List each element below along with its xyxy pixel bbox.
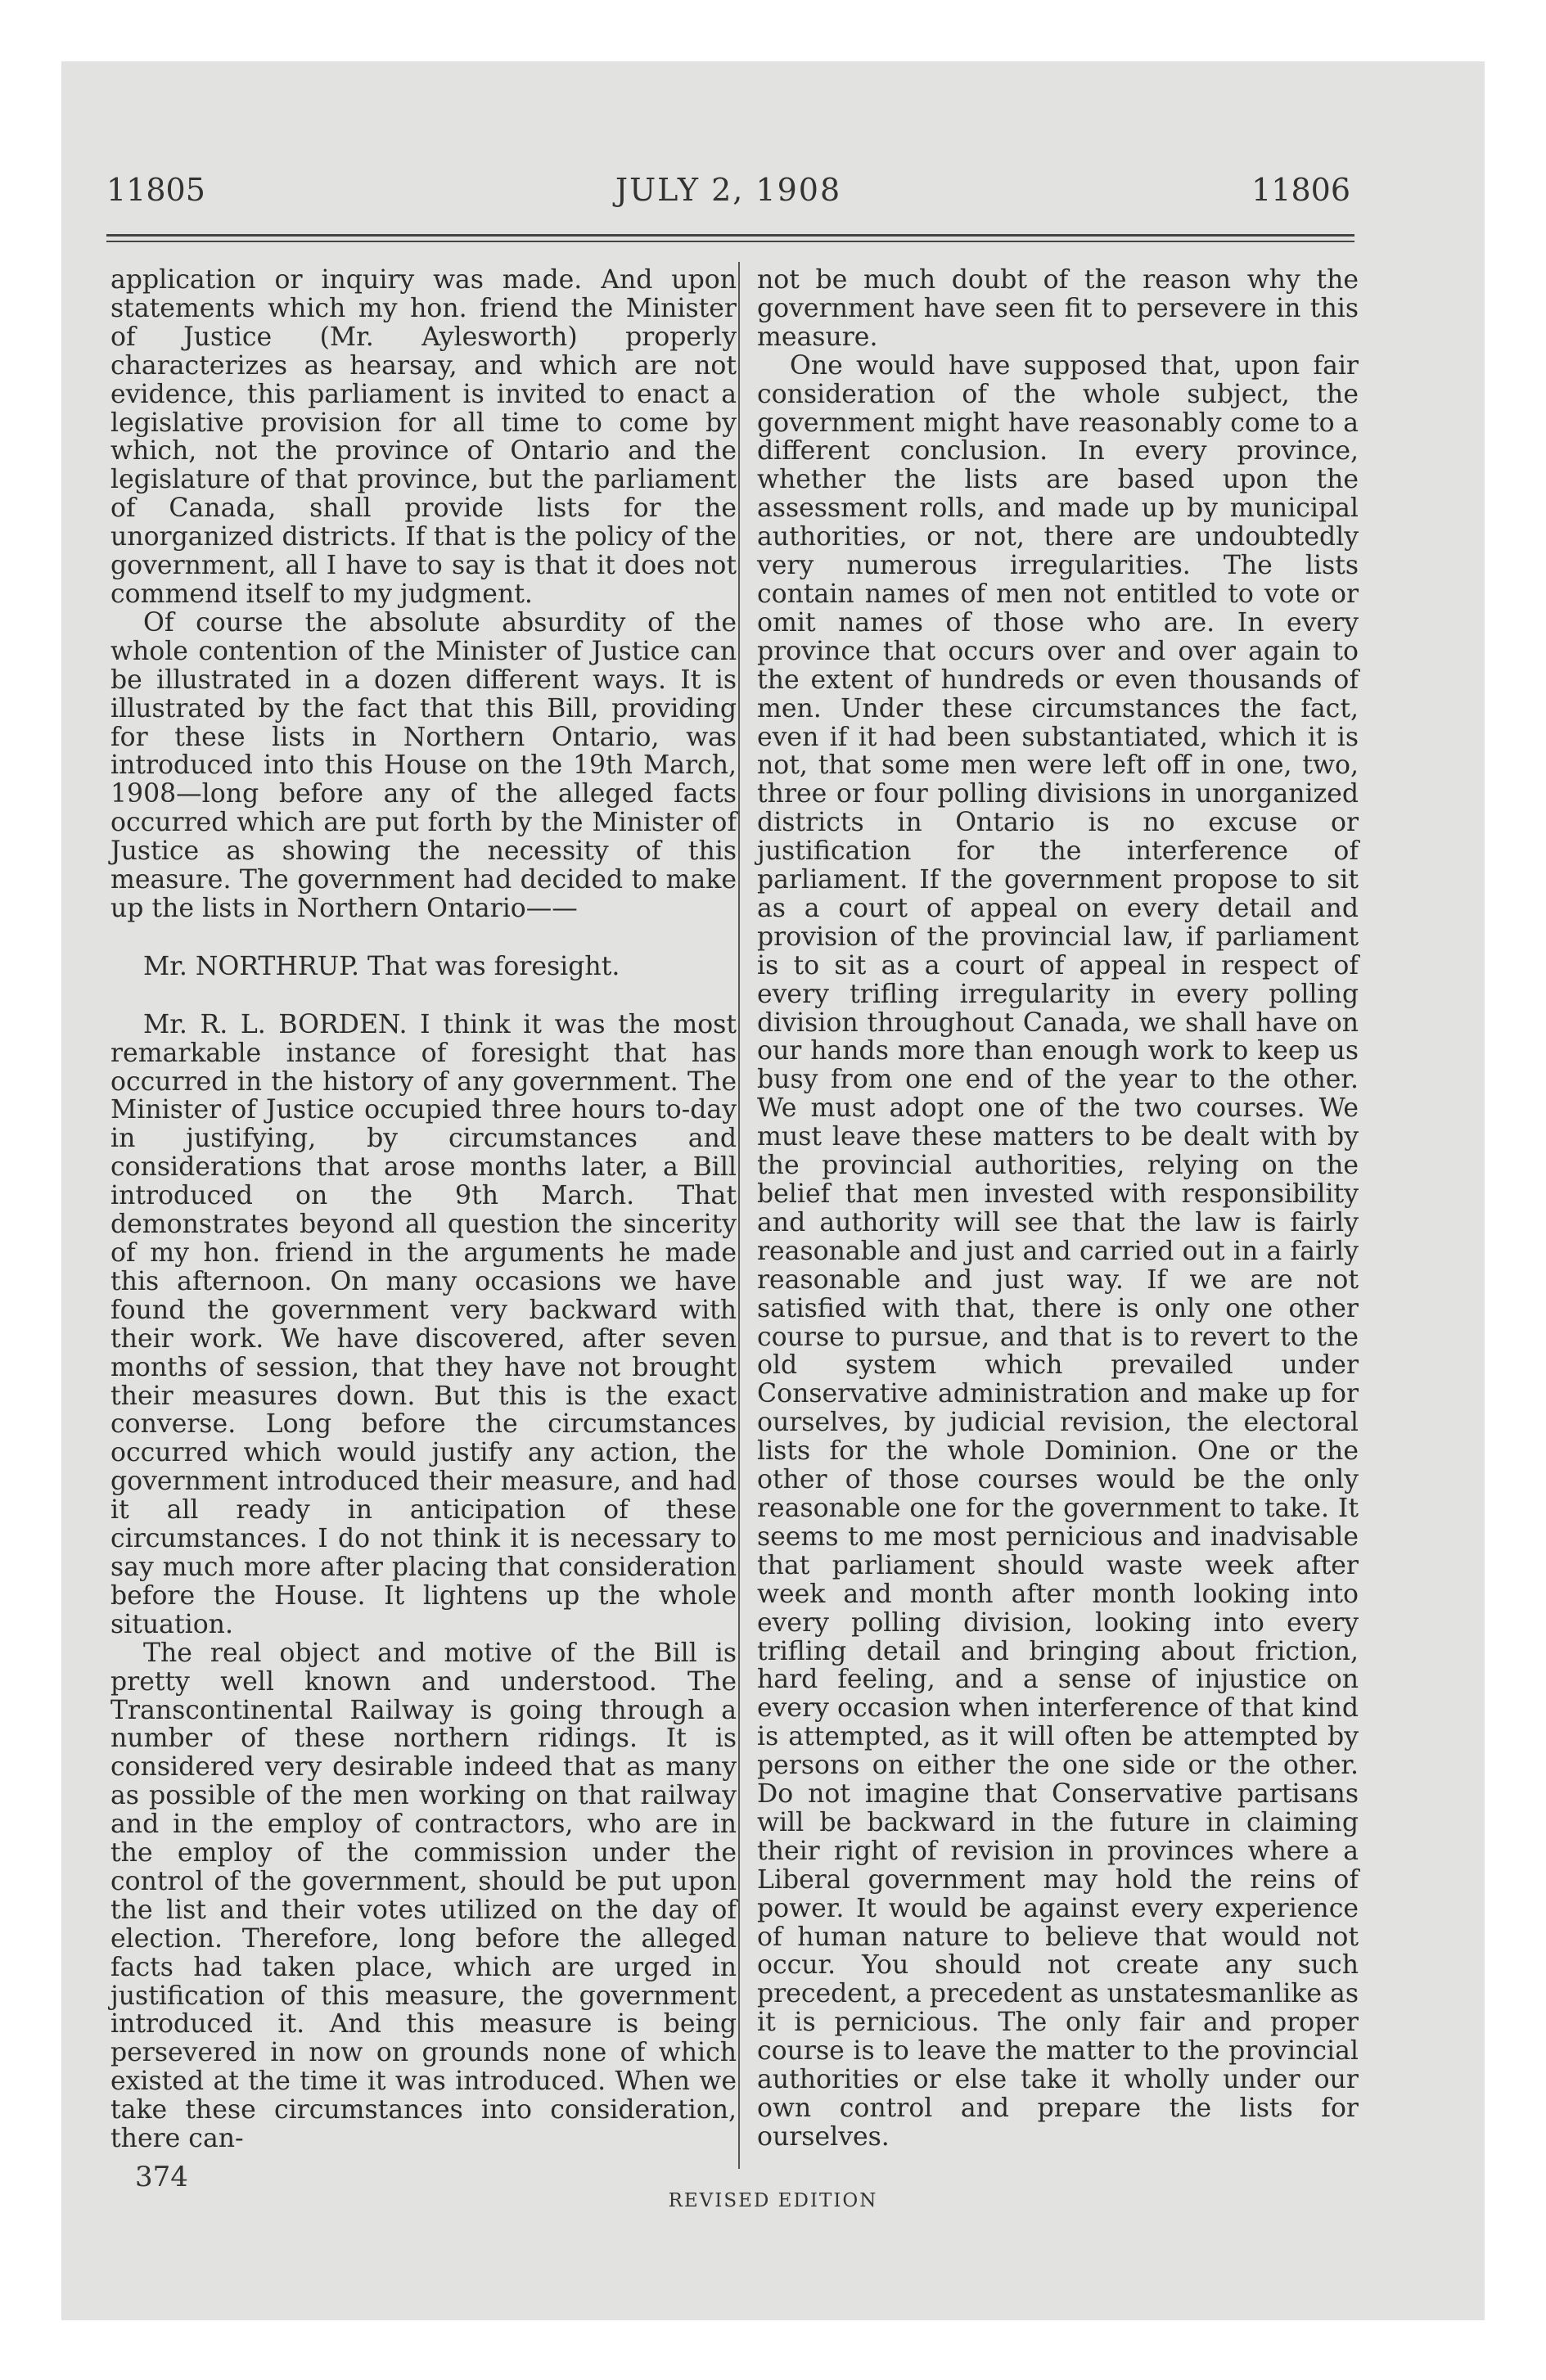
- page-header: [106, 172, 1350, 221]
- left-paragraph-2: Of course the absolute absurdity of the whole contention of the Minister of Justice can be illustrated in a dozen different ways. It is illustrated by the fact that this Bill, providing for these lists in Northern Ontario, was introduced into this House on the 19th March, 1908—long before any of the alleged facts occurred which are put forth by the Minister of Justice as showing the necessity of this measure. The government had decided to make up the lists in Northern Ontario——: [110, 607, 737, 923]
- column-divider: [738, 262, 740, 2169]
- page-number-left: 11805: [106, 172, 205, 208]
- page-footer-number: 374: [135, 2161, 188, 2193]
- header-rule-bottom: [106, 241, 1354, 242]
- page-date: JULY 2, 1908: [615, 172, 842, 208]
- header-rule-top: [106, 234, 1354, 237]
- left-paragraph-4: Mr. R. L. BORDEN. I think it was the most remarkable instance of foresight that has occurred in the history of any government. The Minister of Justice occupied three hours to-day in justifying, by circumstances and considerations that arose months later, a Bill introduced on the 9th March. That demonstrates beyond all question the sincerity of my hon. friend in the arguments he made this afternoon. On many occasions we have found the government very backward with their work. We have discovered, after seven months of session, that they have not brought their measures down. But this is the exact converse. Long before the circumstances occurred which would justify any action, the government introduced their measure, and had it all ready in anticipation of these circumstances. I do not think it is necessary to say much more after placing that consideration before the House. It lightens up the whole situation.: [110, 1009, 737, 1639]
- left-paragraph-5: The real object and motive of the Bill is pretty well known and understood. The Transcontinental Railway is going through a number of these northern ridings. It is considered very desirable indeed that as many as possible of the men working on that railway and in the employ of contractors, who are in the employ of the commission under the control of the government, should be put upon the list and their votes utilized on the day of election. Therefore, long before the alleged facts had taken place, which are urged in justification of this measure, the government introduced it. And this measure is being persevered in now on grounds none of which existed at the time it was introduced. When we take these circumstances into consideration, there can-: [110, 1638, 737, 2154]
- edition-label: REVISED EDITION: [668, 2190, 878, 2211]
- left-paragraph-1: application or inquiry was made. And upon statements which my hon. friend the Minister of Justice (Mr. Aylesworth) properly characterizes as hearsay, and which are not evidence, this parliament is invited to enact a legislative provision for all time to come by which, not the province of Ontario and the legislature of that province, but the parliament of Canada, shall provide lists for the unorganized districts. If that is the policy of the government, all I have to say is that it does not commend itself to my judgment.: [110, 265, 737, 609]
- page-number-right: 11806: [1251, 172, 1350, 208]
- right-paragraph-2: One would have supposed that, upon fair consideration of the whole subject, the government might have reasonably come to a different conclusion. In every province, whether the lists are based upon the assessment rolls, and made up by municipal authorities, or not, there are undoubtedly very numerous irregularities. The lists contain names of men not entitled to vote or omit names of those who are. In every province that occurs over and over again to the extent of hundreds or even thousands of men. Under these circumstances the fact, even if it had been substantiated, which it is not, that some men were left off in one, two, three or four polling divisions in unorganized districts in Ontario is no excuse or justification for the interference of parliament. If the government propose to sit as a court of appeal on every detail and provision of the provincial law, if parliament is to sit as a court of appeal in respect of every trifling irregularity in every polling division throughout Canada, we shall have on our hands more than enough work to keep us busy from one end of the year to the other. We must adopt one of the two courses. We must leave these matters to be dealt with by the provincial authorities, relying on the belief that men invested with responsibility and authority will see that the law is fairly reasonable and just and carried out in a fairly reasonable and just way. If we are not satisfied with that, there is only one other course to pursue, and that is to revert to the old system which prevailed under Conservative administration and make up for ourselves, by judicial revision, the electoral lists for the whole Dominion. One or the other of those courses would be the only reasonable one for the government to take. It seems to me most pernicious and inadvisable that parliament should waste week after week and month after month looking into every polling division, looking into every trifling detail and bringing about friction, hard feeling, and a sense of injustice on every occasion when interference of that kind is attempted, as it will often be attempted by persons on either the one side or the other. Do not imagine that Conservative partisans will be backward in the future in claiming their right of revision in provinces where a Liberal government may hold the reins of power. It would be against every experience of human nature to believe that would not occur. You should not create any such precedent, a precedent as unstatesmanlike as it is pernicious. The only fair and proper course is to leave the matter to the provincial authorities or else take it wholly under our own control and prepare the lists for ourselves.: [757, 350, 1359, 2152]
- left-paragraph-3: Mr. NORTHRUP. That was foresight.: [143, 951, 620, 981]
- right-column: [757, 266, 1359, 2152]
- left-column: [110, 266, 737, 2153]
- right-paragraph-1: not be much doubt of the reason why the government have seen fit to persevere in this measure.: [757, 265, 1359, 352]
